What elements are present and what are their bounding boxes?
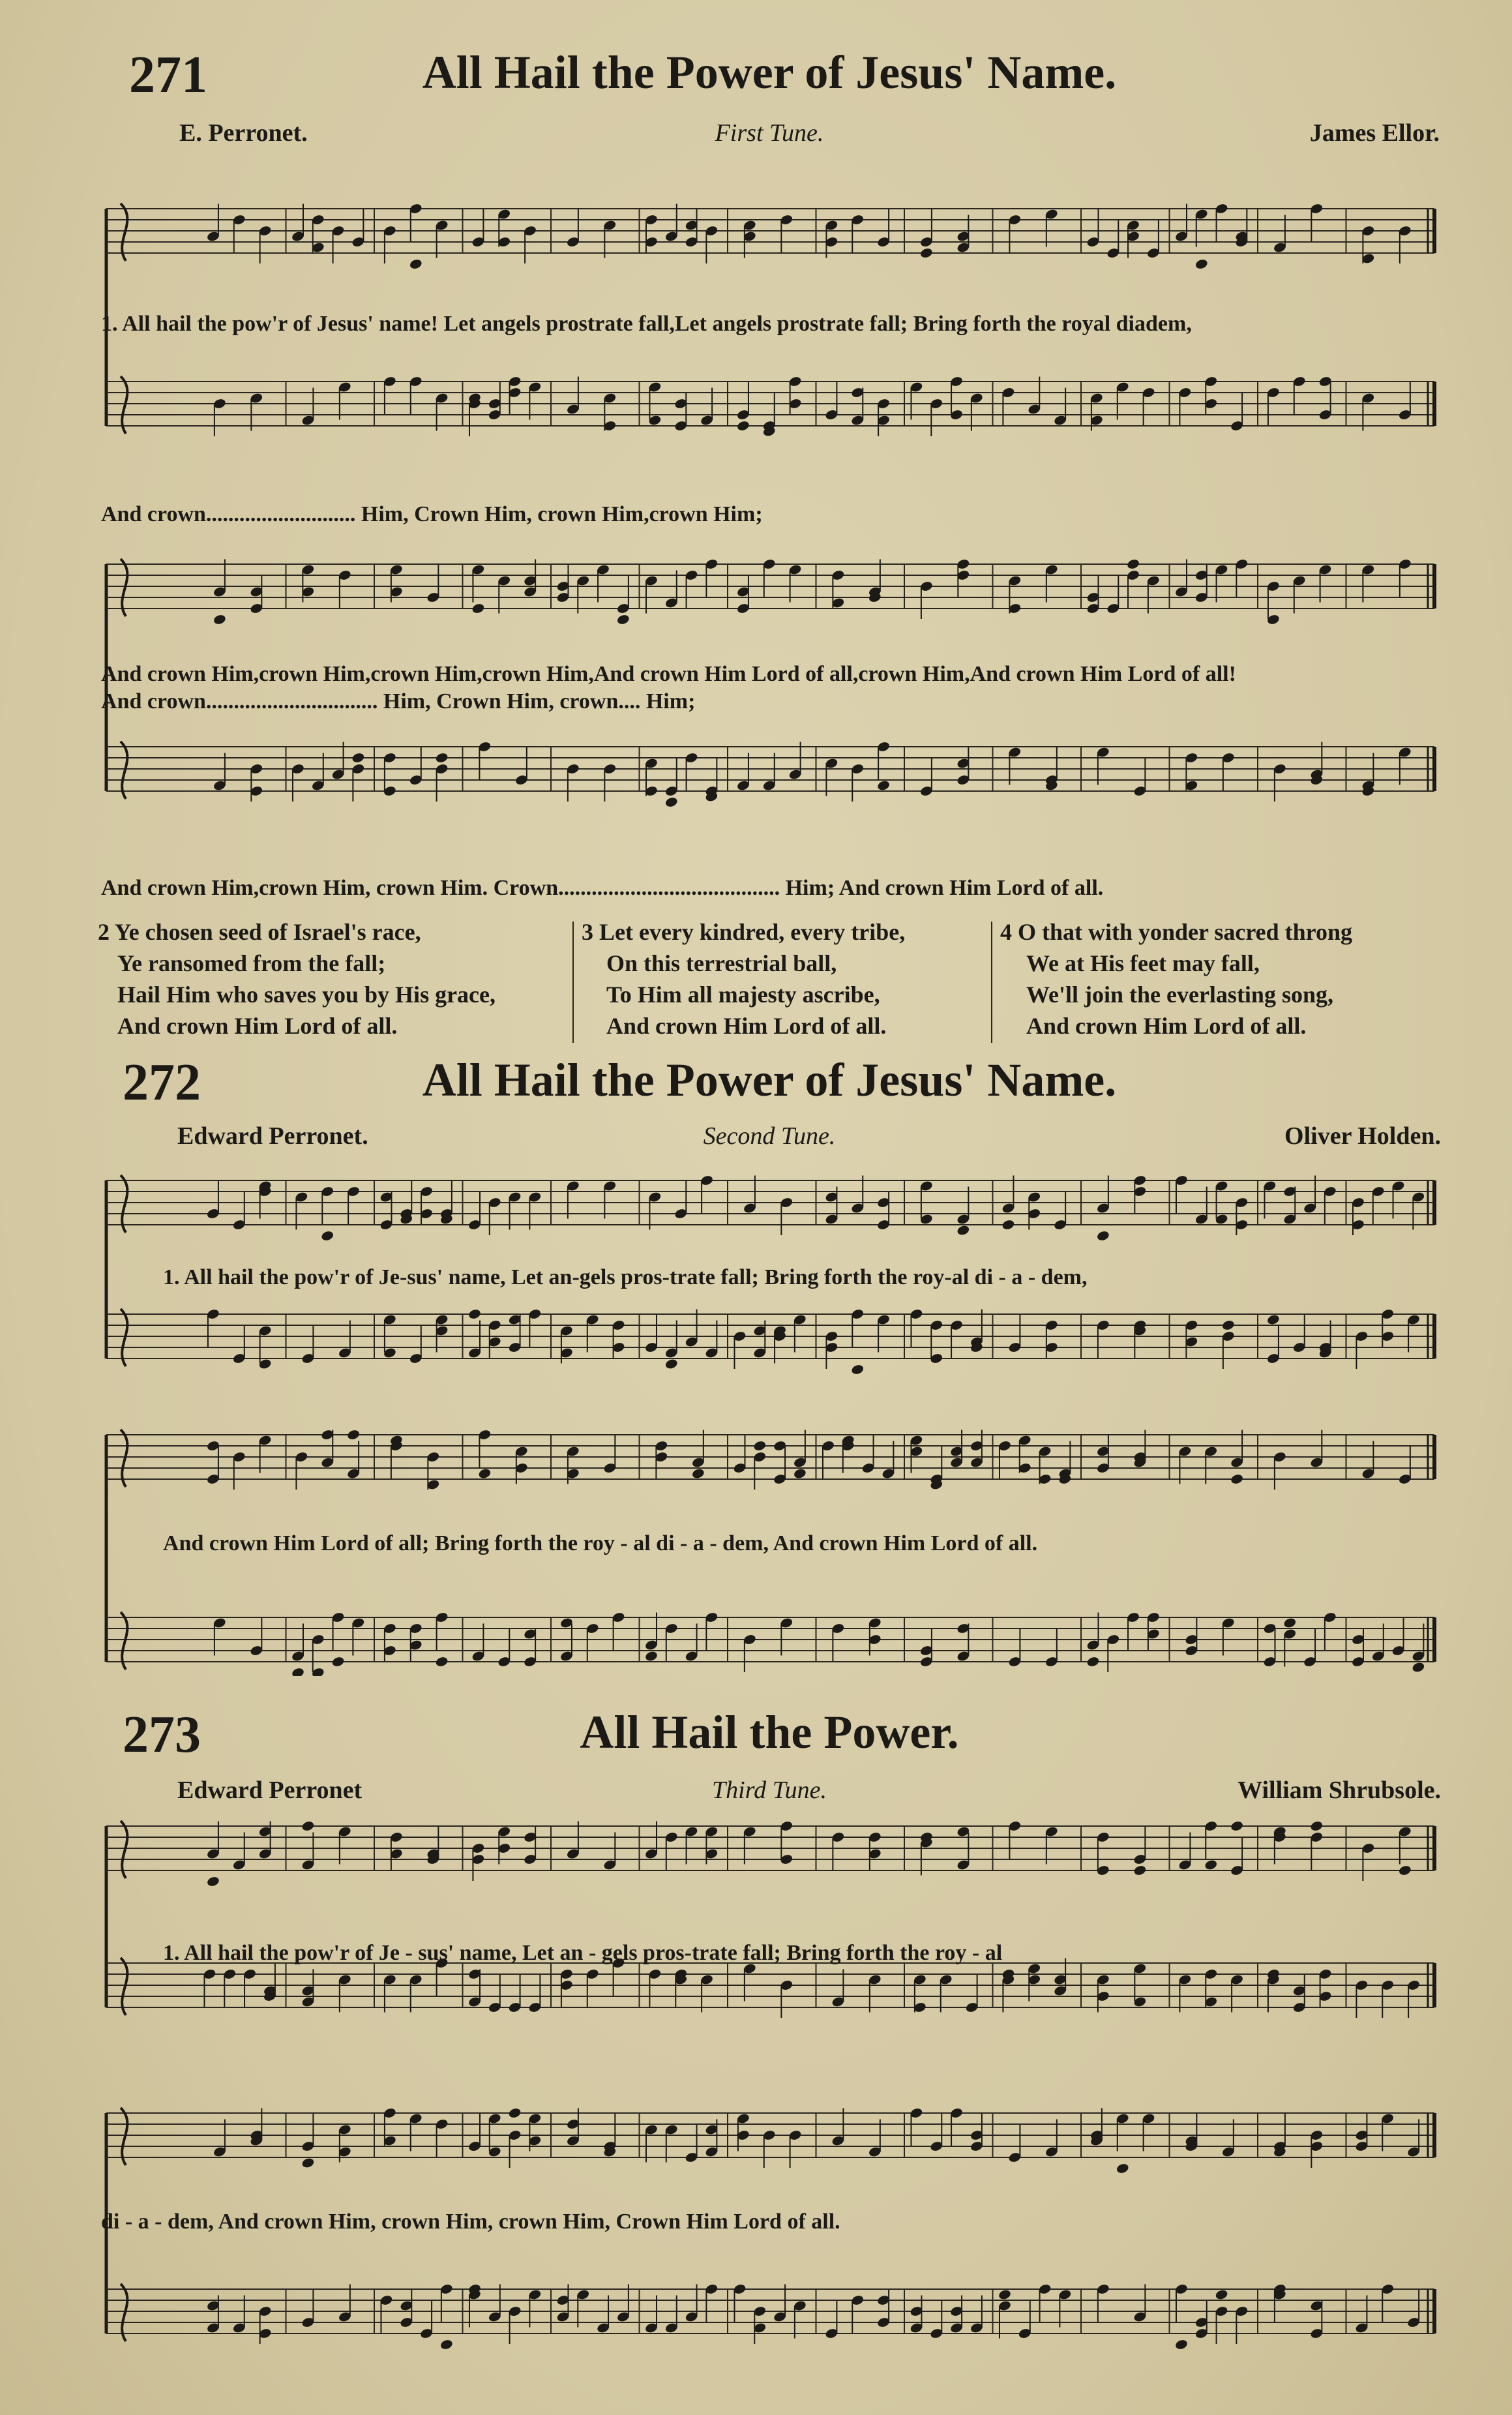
lyric-line: di - a - dem, And crown Him, crown Him, crown Him, Crown Him Lord of all. bbox=[101, 2210, 840, 2234]
hymn-number: 271 bbox=[129, 46, 207, 104]
verse-4 bbox=[1000, 916, 1352, 1042]
hymn-273-header bbox=[98, 1705, 1441, 1810]
hymn-title: All Hail the Power. bbox=[580, 1706, 959, 1758]
tune-name: First Tune. bbox=[715, 119, 824, 147]
composer: James Ellor. bbox=[1309, 119, 1440, 147]
lyric-line: And crown........................... Him, Crown Him, crown Him,crown Him; bbox=[101, 502, 763, 526]
column-divider bbox=[572, 922, 574, 1043]
verse-line: Ye chosen seed of Israel's race, bbox=[114, 919, 421, 945]
tune-name: Second Tune. bbox=[703, 1122, 836, 1150]
verse-line: And crown Him Lord of all. bbox=[1026, 1013, 1307, 1039]
music-system-273-2 bbox=[101, 2100, 1441, 2374]
column-divider bbox=[991, 922, 992, 1043]
author: E. Perronet. bbox=[179, 119, 308, 147]
verse-line: We at His feet may fall, bbox=[1026, 950, 1260, 976]
hymn-271-verses bbox=[98, 916, 1441, 1047]
lyric-line: And crown............................... Him, Crown Him, crown.... Him; bbox=[101, 689, 696, 713]
music-system-271-2 bbox=[101, 551, 1441, 900]
verse-line: And crown Him Lord of all. bbox=[117, 1013, 398, 1039]
music-system-273-1 bbox=[101, 1813, 1441, 2035]
verse-line: On this terrestrial ball, bbox=[606, 950, 837, 976]
verse-2 bbox=[98, 916, 496, 1042]
music-staff-pair bbox=[101, 196, 1441, 479]
verse-line: O that with yonder sacred throng bbox=[1018, 919, 1353, 945]
verse-number: 2 bbox=[98, 919, 110, 945]
verse-line: Hail Him who saves you by His grace, bbox=[117, 982, 496, 1008]
music-staff-pair bbox=[101, 2100, 1441, 2374]
lyric-line: 1. All hail the pow'r of Je - sus' name, Let an - gels pros-trate fall; Bring forth the roy - al bbox=[163, 1941, 1003, 1965]
hymn-title: All Hail the Power of Jesus' Name. bbox=[422, 1054, 1117, 1106]
verse-number: 4 bbox=[1000, 919, 1012, 945]
tune-name: Third Tune. bbox=[712, 1777, 827, 1804]
verse-line: To Him all majesty ascribe, bbox=[606, 982, 880, 1008]
lyric-line: 1. All hail the pow'r of Je-sus' name, Let an-gels pros-trate fall; Bring forth the roy-al di - a - dem, bbox=[163, 1265, 1088, 1289]
hymn-number: 272 bbox=[123, 1054, 201, 1111]
lyric-line: And crown Him Lord of all; Bring forth the roy - al di - a - dem, And crown Him Lord of all. bbox=[163, 1531, 1038, 1555]
composer: William Shrubsole. bbox=[1238, 1777, 1441, 1804]
verse-number: 3 bbox=[582, 919, 593, 945]
author: Edward Perronet bbox=[177, 1777, 363, 1804]
hymn-number: 273 bbox=[123, 1706, 201, 1763]
verse-line: And crown Him Lord of all. bbox=[606, 1013, 887, 1039]
hymn-272-header bbox=[98, 1053, 1441, 1158]
author: Edward Perronet. bbox=[177, 1122, 368, 1150]
lyric-line: And crown Him,crown Him, crown Him. Crown........................................ Him; And crown Him Lord of all. bbox=[101, 876, 1104, 900]
music-system-272-2 bbox=[101, 1422, 1441, 1676]
hymn-271-header bbox=[98, 46, 1441, 150]
music-system-271-1 bbox=[101, 196, 1441, 526]
music-staff-pair bbox=[101, 1813, 1441, 2035]
hymn-title: All Hail the Power of Jesus' Name. bbox=[422, 46, 1117, 98]
verse-3 bbox=[582, 916, 905, 1042]
verse-line: Let every kindred, every tribe, bbox=[599, 919, 906, 945]
music-staff-pair bbox=[101, 551, 1441, 890]
music-system-272-1 bbox=[101, 1167, 1441, 1379]
verse-line: Ye ransomed from the fall; bbox=[117, 950, 386, 976]
lyric-line: 1. All hail the pow'r of Jesus' name! Let angels prostrate fall,Let angels prostrate fall; Bring forth the royal diadem, bbox=[101, 312, 1192, 336]
lyric-line: And crown Him,crown Him,crown Him,crown Him,And crown Him Lord of all,crown Him,And crown Him Lord of all! bbox=[101, 662, 1236, 686]
composer: Oliver Holden. bbox=[1284, 1122, 1441, 1150]
verse-line: We'll join the everlasting song, bbox=[1026, 982, 1333, 1008]
